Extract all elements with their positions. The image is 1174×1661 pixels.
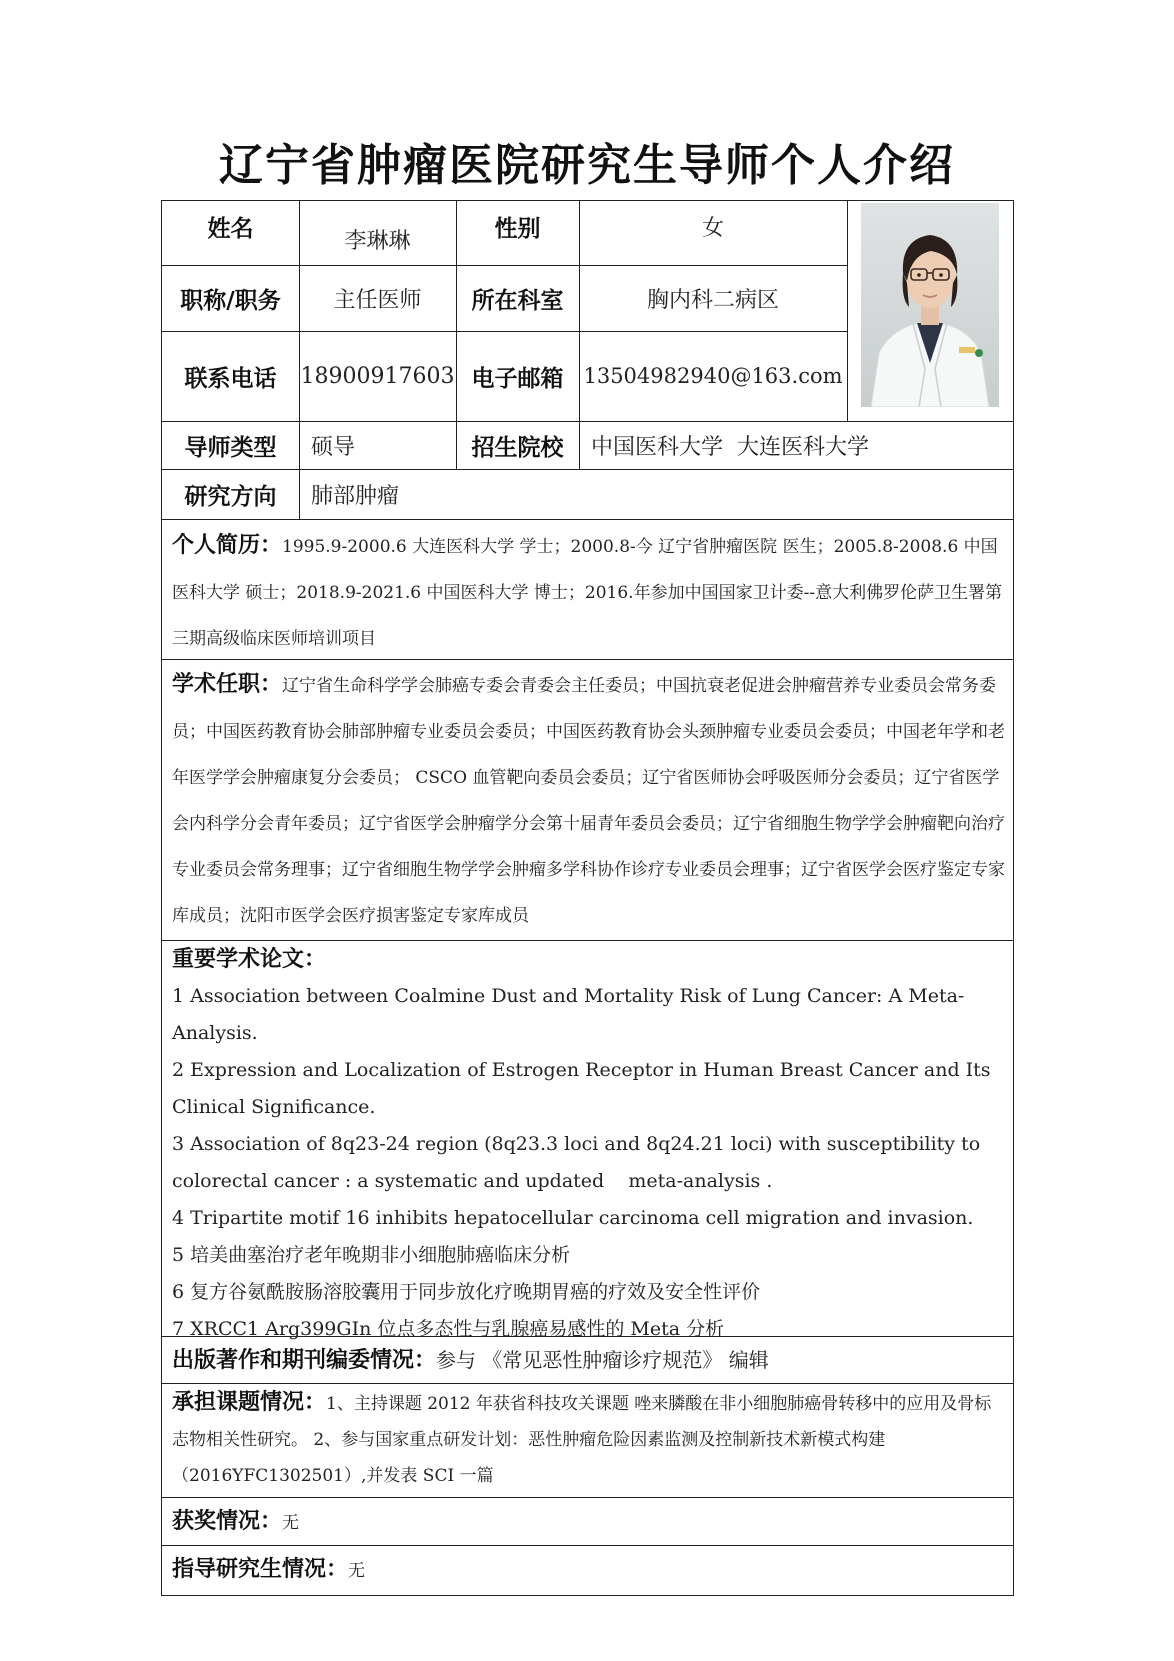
name-label: 姓名 [207,215,254,242]
papers-section [172,942,1005,1348]
page-title: 辽宁省肿瘤医院研究生导师个人介绍 [219,140,955,191]
phone-label: 联系电话 [184,365,277,392]
gender-value: 女 [701,215,724,241]
projects-heading: 承担课题情况： [172,1390,327,1415]
books-heading: 出版著作和期刊编委情况： [172,1348,437,1373]
job-title-value: 主任医师 [333,287,422,313]
projects-section [172,1385,1005,1494]
email-value: 13504982940@163.com [583,364,843,388]
advisor-type-value: 硕导 [311,434,356,460]
phone-value: 18900917603 [300,363,455,389]
paper-item: 7 XRCC1 Arg399GIn 位点多态性与乳腺癌易感性的 Meta 分析 [172,1318,725,1340]
paper-item: 3 Association of 8q23-24 region (8q23.3 loci and 8q24.21 loci) with susceptibility to colorectal cancer : a systematic and updated meta-analysis . [172,1133,987,1192]
school-value: 中国医科大学 大连医科大学 [591,434,869,460]
positions-heading: 学术任职： [172,672,283,697]
advisor-type-label: 导师类型 [184,434,277,461]
paper-item: 4 Tripartite motif 16 inhibits hepatocellular carcinoma cell migration and invasion. [172,1207,974,1229]
positions-text: 辽宁省生命科学学会肺癌专委会青委会主任委员；中国抗衰老促进会肿瘤营养专业委员会常务委员；中国医药教育协会肺部肿瘤专业委员会委员；中国医药教育协会头颈肿瘤专业委员会委员；中国老年学和老年医学学会肿瘤康复分会委员； CSCO 血管靶向委员会委员；辽宁省医师协会呼吸医师分会委员；辽宁省医学会内科学分会青年委员；辽宁省医学会肿瘤学分会第十届青年委员会委员；辽宁省细胞生物学学会肿瘤靶向治疗专业委员会常务理事；辽宁省细胞生物学学会肿瘤多学科协作诊疗专业委员会理事；辽宁省医学会医疗鉴定专家库成员；沈阳市医学会医疗损害鉴定专家库成员 [172,676,1005,926]
books-section [172,1337,1005,1384]
awards-heading: 获奖情况： [172,1509,283,1534]
profile-table [161,200,1014,1596]
research-value: 肺部肿瘤 [311,483,400,509]
paper-item: 2 Expression and Localization of Estrogen Receptor in Human Breast Cancer and Its Clinical Significance. [172,1059,991,1118]
awards-text: 无 [282,1513,300,1533]
resume-heading: 个人简历： [172,533,283,558]
dept-value: 胸内科二病区 [646,287,779,313]
email-label: 电子邮箱 [471,365,564,392]
papers-heading: 重要学术论文： [172,947,327,972]
positions-section [172,662,1005,939]
projects-text: 1、主持课题 2012 年获省科技攻关课题 唑来膦酸在非小细胞肺癌骨转移中的应用及骨标志物相关性研究。 2、参与国家重点研发计划：恶性肿瘤危险因素监测及控制新技术新模式构建（2016YFC1302501）,并发表 SCI 一篇 [172,1394,992,1486]
school-label: 招生院校 [471,434,564,461]
dept-label: 所在科室 [471,287,564,314]
students-text: 无 [348,1561,366,1581]
resume-section [172,523,1005,662]
paper-item: 6 复方谷氨酰胺肠溶胶囊用于同步放化疗晚期胃癌的疗效及安全性评价 [172,1281,761,1303]
paper-item: 1 Association between Coalmine Dust and Mortality Risk of Lung Cancer: A Meta-Analysis. [172,985,965,1044]
portrait-photo [861,203,999,407]
students-heading: 指导研究生情况： [172,1557,349,1582]
awards-section [172,1499,1005,1546]
paper-item: 5 培美曲塞治疗老年晚期非小细胞肺癌临床分析 [172,1244,571,1266]
gender-label: 性别 [494,215,541,242]
research-label: 研究方向 [184,483,277,510]
name-value: 李琳琳 [344,228,411,254]
students-section [172,1547,1005,1594]
resume-text: 1995.9-2000.6 大连医科大学 学士；2000.8-今 辽宁省肿瘤医院 医生；2005.8-2008.6 中国医科大学 硕士；2018.9-2021.6 中国医科大学 博士；2016.年参加中国国家卫计委--意大利佛罗伦萨卫生署第三期高级临床医师培训项目 [172,537,1003,649]
books-text: 参与 《常见恶性肿瘤诊疗规范》 编辑 [436,1348,769,1372]
job-title-label: 职称/职务 [180,287,281,314]
